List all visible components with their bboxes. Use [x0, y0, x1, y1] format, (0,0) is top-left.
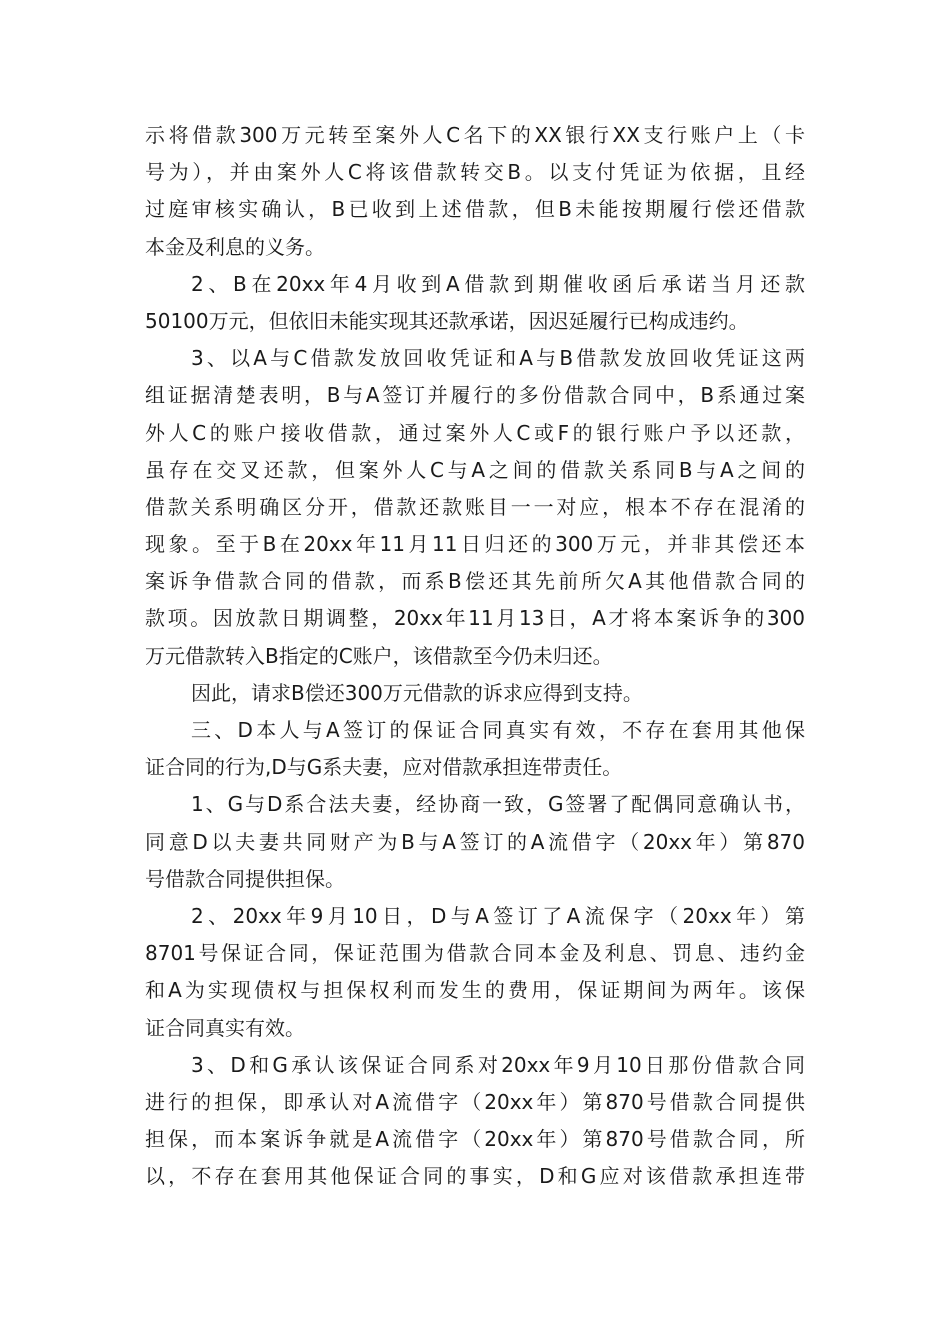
- text-line: 借款关系明确区分开，借款还款账目一一对应，根本不存在混淆的: [145, 494, 805, 519]
- text-line: 2、20xx年9月10日，D与A签订了A流保字（20xx年）第: [191, 903, 805, 928]
- text-line: 证合同真实有效。: [145, 1015, 305, 1040]
- text-line: 万元借款转入B指定的C账户，该借款至今仍未归还。: [145, 643, 613, 668]
- text-line: 示将借款300万元转至案外人C名下的XX银行XX支行账户上（卡: [145, 123, 805, 147]
- document-body: [145, 117, 805, 1195]
- text-line: 2、B在20xx年4月收到A借款到期催收函后承诺当月还款: [191, 271, 805, 296]
- text-line: 和A为实现债权与担保权利而发生的费用，保证期间为两年。该保: [145, 978, 805, 1003]
- text-line: 虽存在交叉还款，但案外人C与A之间的借款关系同B与A之间的: [145, 457, 805, 482]
- text-line: 现象。至于B在20xx年11月11日归还的300万元，并非其偿还本: [145, 532, 805, 557]
- text-line: 3、以A与C借款发放回收凭证和A与B借款发放回收凭证这两: [191, 346, 805, 371]
- text-line: 款项。因放款日期调整，20xx年11月13日，A才将本案诉争的300: [145, 606, 805, 631]
- text-line: 8701号保证合同，保证范围为借款合同本金及利息、罚息、违约金: [145, 941, 805, 966]
- text-line: 本金及利息的义务。: [145, 234, 325, 259]
- text-line: 担保，而本案诉争就是A流借字（20xx年）第870号借款合同，所: [145, 1127, 805, 1152]
- text-line: 同意D以夫妻共同财产为B与A签订的A流借字（20xx年）第870: [145, 829, 805, 854]
- text-line: 50100万元，但依旧未能实现其还款承诺，因迟延履行已构成违约。: [145, 308, 749, 333]
- text-line: 因此，请求B偿还300万元借款的诉求应得到支持。: [191, 680, 643, 705]
- text-line: 过庭审核实确认，B已收到上述借款，但B未能按期履行偿还借款: [145, 197, 805, 222]
- text-line: 号借款合同提供担保。: [145, 866, 345, 891]
- text-line: 证合同的行为,D与G系夫妻，应对借款承担连带责任。: [145, 755, 623, 780]
- text-line: 3、D和G承认该保证合同系对20xx年9月10日那份借款合同: [191, 1052, 805, 1077]
- text-line: 案诉争借款合同的借款，而系B偿还其先前所欠A其他借款合同的: [145, 569, 805, 594]
- text-line: 进行的担保，即承认对A流借字（20xx年）第870号借款合同提供: [145, 1089, 805, 1114]
- text-line: 1、G与D系合法夫妻，经协商一致，G签署了配偶同意确认书，: [191, 792, 805, 817]
- text-line: 外人C的账户接收借款，通过案外人C或F的银行账户予以还款，: [145, 420, 805, 445]
- text-line: 三、D本人与A签订的保证合同真实有效，不存在套用其他保: [191, 718, 805, 742]
- text-line: 号为），并由案外人C将该借款转交B。以支付凭证为依据，且经: [145, 160, 805, 185]
- text-line: 以，不存在套用其他保证合同的事实，D和G应对该借款承担连带: [145, 1164, 805, 1189]
- text-line: 组证据清楚表明，B与A签订并履行的多份借款合同中，B系通过案: [145, 383, 805, 408]
